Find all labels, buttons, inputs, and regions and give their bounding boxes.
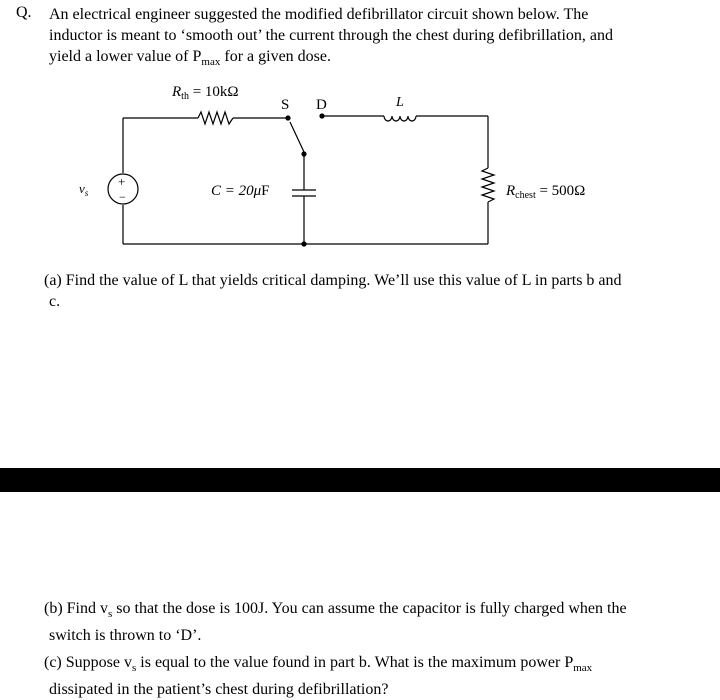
switch-blade (290, 122, 304, 152)
vs-subscript-b: s (108, 608, 113, 621)
rchest-label: $R_{chest} = 500\Omega$ (506, 183, 586, 201)
part-b (44, 598, 694, 646)
part-c-mid: is equal to the value found in part b. What is the maximum power P (136, 654, 574, 671)
part-b-pre: (b) Find v (44, 600, 108, 617)
inductor-label: L (396, 95, 404, 110)
circuit-diagram (0, 72, 720, 262)
question-line-1: An electrical engineer suggested the modified defibrillator circuit shown below. The (49, 6, 589, 23)
part-c-pre: (c) Suppose v (44, 654, 132, 671)
source-label: $v_s$ (79, 181, 89, 198)
node-bottom (301, 241, 306, 246)
pmax-subscript: max (201, 56, 221, 69)
black-redaction-bar (0, 468, 720, 492)
resistor-rchest (482, 168, 494, 202)
part-a-line-2: c. (49, 293, 61, 310)
resistor-rth (198, 112, 233, 124)
part-a-line-1: (a) Find the value of L that yields critical damping. We’ll use this value of L in parts b and (44, 272, 622, 289)
vs-subscript-c: s (131, 662, 137, 675)
question-line-3-post: for a given dose. (220, 48, 331, 65)
part-b-post: so that the dose is 100J. You can assume the capacitor is fully charged when the (112, 600, 627, 617)
rth-label: $R_{th} = 10k\Omega$ (172, 84, 239, 102)
question-line-2: inductor is meant to ‘smooth out’ the current through the chest during defibrillation, and (49, 27, 614, 44)
part-b-line-1 (44, 598, 694, 625)
inductor-coil (384, 116, 416, 121)
part-a (44, 270, 694, 312)
source-minus-sign: − (119, 190, 126, 204)
switch-label-d: D (316, 97, 327, 113)
part-c-line-2: dissipated in the patient’s chest during defibrillation? (49, 681, 389, 699)
question-line-3 (49, 46, 689, 73)
question-text (49, 4, 689, 73)
part-b-line-2: switch is thrown to ‘D’. (49, 627, 202, 645)
switch-contact-s (285, 115, 290, 120)
source-plus-sign: + (118, 174, 126, 189)
question-line-3-pre: yield a lower value of P (49, 48, 202, 65)
switch-pivot (301, 151, 306, 156)
capacitor-label: C = 20μF (211, 183, 270, 199)
question-label: Q. (16, 4, 32, 21)
part-c (44, 652, 694, 700)
switch-label-s: S (281, 97, 290, 113)
pmax-subscript-c: max (573, 662, 593, 675)
switch-contact-d (319, 113, 324, 118)
part-c-line-1 (44, 652, 694, 679)
